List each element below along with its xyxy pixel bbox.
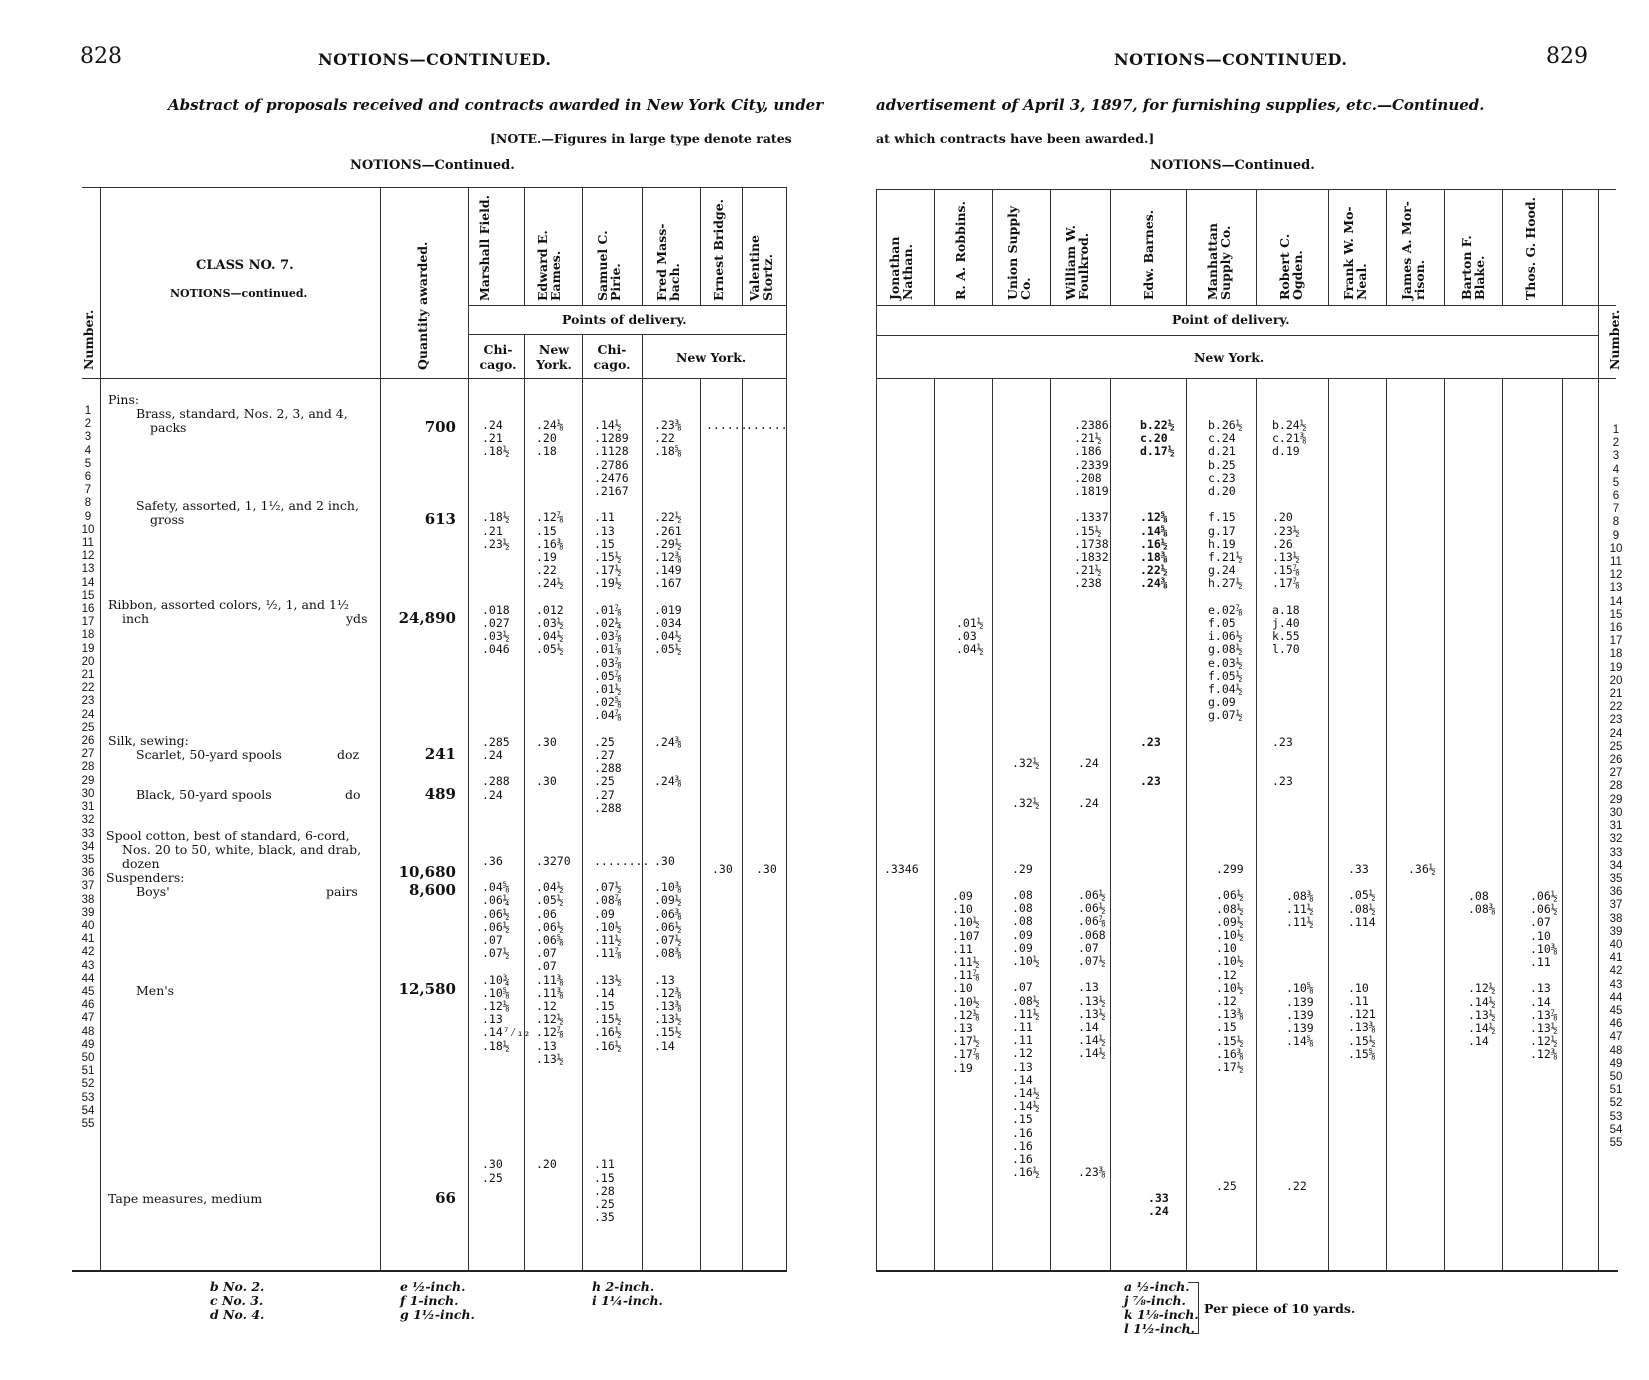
- item-label: Men's: [136, 983, 175, 998]
- item-label: Spool cotton, best of standard, 6-cord,: [106, 828, 350, 843]
- row-number: 53: [1609, 1110, 1623, 1123]
- row-number: 11: [1610, 556, 1622, 569]
- item-label: inch: [122, 611, 150, 626]
- bids-robbins-ribbon: .01½ .03 .04½: [956, 616, 984, 657]
- class-sub: NOTIONS—continued.: [170, 287, 308, 300]
- bidder-header: Manhattan Supply Co.: [1205, 223, 1233, 300]
- footnote: l 1½-inch.: [1124, 1321, 1195, 1336]
- row-number: 21: [1609, 688, 1623, 701]
- row-number: 29: [1609, 793, 1623, 806]
- row-number: 13: [1609, 582, 1623, 595]
- row-number: 44: [1609, 991, 1623, 1004]
- row-number: 3: [1612, 450, 1620, 463]
- note-right: at which contracts have been awarded.]: [876, 131, 1155, 146]
- divider: [1386, 378, 1387, 1270]
- row-number: 2: [84, 418, 92, 431]
- bids-samuel-pirie: .14½ .1289 .1128 .2786 .2476 .2167 .11 .13 .15 .15½ .17½ .19½ .01⅞ .02¼ .03⅞ .01⅞ .03⅞ .05⅞ .01½ .02⅝ .04⅞ .25 .27 .288 .25 .27 .288 ........ .07½ .08⅞ .09 .10½ .11½ .11⅞ .13½ .14 .15 .15½ .16½ .16½ .11 .15 .28 .25 .35: [594, 418, 650, 1225]
- left-page: [0, 0, 824, 1380]
- row-number: 37: [1609, 899, 1623, 912]
- divider: [934, 378, 935, 1270]
- number-header: Number.: [81, 309, 96, 370]
- item-label: doz: [337, 747, 360, 762]
- divider: [1444, 378, 1445, 1270]
- row-number: 44: [81, 972, 95, 985]
- row-number: 54: [81, 1104, 95, 1117]
- bids-frank-moneal: .33 .05½ .08½ .114 .10 .11 .121 .13⅜ .15½ .15⅝: [1348, 862, 1376, 1061]
- point-header: Point of delivery.: [1172, 312, 1290, 327]
- row-number: 35: [1609, 872, 1623, 885]
- row-number: 10: [81, 523, 95, 536]
- row-number: 39: [1609, 925, 1623, 938]
- bidder-header: Barton F. Blake.: [1459, 235, 1487, 300]
- row-number: 51: [1609, 1084, 1623, 1097]
- row-number: 49: [81, 1038, 95, 1051]
- bids-jonathan-nathan: .3346: [884, 862, 919, 876]
- row-number: 7: [84, 484, 92, 497]
- divider: [582, 334, 583, 1270]
- bids-manhattan-rest: .299 .06½ .08½ .09½ .10½ .10 .10½ .12 .10½ .12 .13⅜ .15 .15½ .16⅜ .17½ .25: [1216, 862, 1244, 1193]
- footnote: c No. 3.: [210, 1293, 264, 1308]
- divider: [1502, 378, 1503, 1270]
- footnote: h 2-inch.: [592, 1279, 655, 1294]
- divider: [1328, 189, 1329, 305]
- row-number: 46: [81, 999, 95, 1012]
- item-label: Brass, standard, Nos. 2, 3, and 4,: [136, 406, 348, 421]
- row-numbers-left: [78, 405, 98, 1131]
- divider: [992, 378, 993, 1270]
- delivery-cell: New York.: [676, 350, 747, 365]
- row-number: 30: [1609, 806, 1623, 819]
- row-number: 55: [1609, 1136, 1623, 1149]
- table-bottom-rule: [72, 1270, 787, 1272]
- divider: [1328, 378, 1329, 1270]
- divider: [742, 187, 743, 305]
- divider: [582, 187, 583, 305]
- divider: [742, 378, 743, 1270]
- divider: [524, 187, 525, 305]
- row-number: 24: [1609, 727, 1623, 740]
- caption-right: advertisement of April 3, 1897, for furnishing supplies, etc.—Continued.: [876, 96, 1485, 114]
- divider: [1110, 189, 1111, 305]
- bidder-header: Valentine Stortz.: [747, 234, 775, 301]
- row-number: 52: [1609, 1097, 1623, 1110]
- header-bottom-rule: [876, 378, 1616, 379]
- delivery-rule: [876, 335, 1598, 336]
- item-label: Nos. 20 to 50, white, black, and drab,: [122, 842, 362, 857]
- row-number: 5: [1612, 476, 1620, 489]
- row-number: 19: [81, 642, 95, 655]
- row-number: 8: [1612, 516, 1620, 529]
- row-number: 20: [81, 655, 95, 668]
- points-header: Points of delivery.: [562, 312, 687, 327]
- row-number: 26: [1609, 754, 1623, 767]
- page-number-right: 829: [1546, 44, 1588, 69]
- bids-foulkrod-rest: .24 .24 .06½ .06½ .06⅞ .068 .07 .07½ .13 .13½ .13½ .14 .14½ .14½ .23⅜: [1078, 756, 1106, 1180]
- row-number: 28: [81, 761, 95, 774]
- bid-stortz-cotton: .30: [756, 862, 777, 876]
- row-number: 17: [1609, 635, 1623, 648]
- bidder-header: Frank W. Mo-Neal.: [1341, 206, 1369, 300]
- divider: [1110, 378, 1111, 1270]
- delivery-rule: [468, 334, 787, 335]
- row-number: 29: [81, 774, 95, 787]
- row-number: 16: [81, 603, 95, 616]
- item-label: Scarlet, 50-yard spools: [136, 747, 282, 762]
- footnote: i 1¼-inch.: [592, 1293, 663, 1308]
- page-number-left: 828: [80, 44, 122, 69]
- bids-james-morrison: .36½: [1408, 862, 1436, 876]
- row-number: 7: [1612, 503, 1620, 516]
- row-number: 45: [1609, 1004, 1623, 1017]
- divider: [1386, 189, 1387, 305]
- quantity-cell: 10,680: [398, 863, 456, 881]
- row-number: 54: [1609, 1123, 1623, 1136]
- row-number: 27: [1609, 767, 1623, 780]
- footnote: d No. 4.: [210, 1307, 265, 1322]
- divider: [468, 187, 469, 1270]
- row-number: 27: [81, 748, 95, 761]
- item-label: Suspenders:: [106, 870, 185, 885]
- bids-thos-hood: .06½ .06½ .07 .10 .10⅜ .11 .13 .14 .13⅞ .13½ .12½ .12⅜: [1530, 889, 1558, 1062]
- bidder-header: Robert C. Ogden.: [1277, 233, 1305, 300]
- right-page: [824, 0, 1649, 1380]
- bidder-header: Samuel C. Pirie.: [595, 230, 623, 301]
- row-number: 55: [81, 1117, 95, 1130]
- row-number: 23: [81, 695, 95, 708]
- caption-left: Abstract of proposals received and contracts awarded in New York City, under: [168, 96, 824, 114]
- row-number: 38: [81, 893, 95, 906]
- row-number: 14: [81, 576, 95, 589]
- running-head-left: NOTIONS—CONTINUED.: [318, 50, 552, 69]
- bid-bridge-cotton: .30: [712, 862, 733, 876]
- row-number: 25: [81, 721, 95, 734]
- delivery-cell: Chi-cago.: [593, 342, 631, 372]
- item-label: Pins:: [108, 392, 140, 407]
- row-number: 50: [81, 1051, 95, 1064]
- row-number: 6: [84, 471, 92, 484]
- quantity-cell: 24,890: [398, 609, 456, 627]
- bids-ogden-rest: .08⅜ .11½ .11½ .10⅝ .139 .139 .139 .14⅝ .22: [1286, 889, 1314, 1194]
- row-number: 31: [1609, 820, 1623, 833]
- bids-manhattan-supply: b.26½ c.24 d.21 b.25 c.23 d.20 f.15 g.17 h.19 f.21½ g.24 h.27½ e.02⅞ f.05 i.06½ g.08½ e.03½ f.05½ f.04½ g.09 g.07½: [1208, 418, 1243, 723]
- row-number: 50: [1609, 1070, 1623, 1083]
- subhead-right: NOTIONS—Continued.: [1150, 158, 1315, 173]
- item-label: Safety, assorted, 1, 1½, and 2 inch,: [136, 498, 359, 513]
- bids-barton-blake: .08 .08⅜ .12½ .14½ .13½ .14½ .14: [1468, 889, 1496, 1049]
- item-label: do: [345, 787, 361, 802]
- quantity-cell: 8,600: [409, 881, 456, 899]
- row-number: 47: [1609, 1031, 1623, 1044]
- bidder-header: Marshall Field.: [477, 194, 492, 301]
- row-number: 45: [81, 985, 95, 998]
- quantity-cell: 613: [424, 510, 456, 528]
- row-number: 14: [1609, 595, 1623, 608]
- item-label: dozen: [122, 856, 160, 871]
- item-label: packs: [150, 420, 187, 435]
- divider: [1186, 378, 1187, 1270]
- header-bottom-rule: [82, 378, 787, 379]
- row-number: 15: [1609, 608, 1623, 621]
- row-number: 9: [84, 510, 92, 523]
- row-number: 41: [1609, 952, 1623, 965]
- row-number: 16: [1609, 622, 1623, 635]
- divider: [1562, 189, 1563, 305]
- divider: [380, 187, 381, 1270]
- bidder-header: Thos. G. Hood.: [1523, 197, 1538, 300]
- row-number: 2: [1612, 437, 1620, 450]
- subhead-left: NOTIONS—Continued.: [350, 158, 515, 173]
- divider: [1502, 189, 1503, 305]
- divider: [934, 189, 935, 305]
- row-number: 48: [81, 1025, 95, 1038]
- footnote: a ½-inch.: [1124, 1279, 1190, 1294]
- row-number: 17: [81, 616, 95, 629]
- bids-robbins-suspenders: .09 .10 .10½ .107 .11 .11½ .11⅞ .10 .10½ .12⅛ .13 .17½ .17⅞ .19: [952, 889, 980, 1075]
- item-label: Black, 50-yard spools: [136, 787, 272, 802]
- row-number: 34: [81, 840, 95, 853]
- item-label: Tape measures, medium: [108, 1191, 263, 1206]
- bids-edw-barnes: b.22½ c.20 d.17½ .12⅝ .14⅝ .16½ .18⅜ .22½ .24⅜ .23 .23: [1140, 418, 1175, 789]
- row-number: 9: [1612, 529, 1620, 542]
- footnote-brace-text: Per piece of 10 yards.: [1204, 1301, 1356, 1316]
- footnote: f 1-inch.: [400, 1293, 459, 1308]
- row-number: 15: [81, 589, 95, 602]
- footnote: g 1½-inch.: [400, 1307, 475, 1322]
- row-number: 35: [81, 853, 95, 866]
- divider: [992, 189, 993, 305]
- row-number: 43: [81, 959, 95, 972]
- row-number: 36: [1609, 886, 1623, 899]
- bidder-header: Edw. Barnes.: [1141, 209, 1156, 300]
- divider: [642, 187, 643, 305]
- row-number: 19: [1609, 661, 1623, 674]
- delivery-cell: New York.: [536, 342, 572, 372]
- row-number: 46: [1609, 1018, 1623, 1031]
- bidder-header: Ernest Bridge.: [711, 198, 726, 301]
- quantity-cell: 241: [424, 745, 456, 763]
- row-number: 40: [81, 919, 95, 932]
- quantity-cell: 12,580: [398, 980, 456, 998]
- row-number: 1: [1612, 424, 1620, 436]
- bids-edward-eames: .24⅛ .20 .18 .12⅞ .15 .16⅜ .19 .22 .24½ .012 .03½ .04½ .05½ .30 .30 .3270 .04½ .05½ .06 .06½ .06⅝ .07 .07 .11⅜ .11⅜ .12 .12½ .12⅞ .13 .13½ .20: [536, 418, 571, 1172]
- row-number: 32: [1609, 833, 1623, 846]
- bidder-header: Edward E. Eames.: [535, 230, 563, 301]
- row-number: 13: [81, 563, 95, 576]
- row-number: 4: [84, 444, 92, 457]
- bids-robert-ogden: b.24½ c.21⅜ d.19 .20 .23½ .26 .13½ .15⅞ .17⅞ a.18 j.40 k.55 l.70 .23 .23: [1272, 418, 1307, 789]
- row-number: 43: [1609, 978, 1623, 991]
- row-number: 40: [1609, 938, 1623, 951]
- footnote: b No. 2.: [210, 1279, 265, 1294]
- row-number: 3: [84, 431, 92, 444]
- number-header-right: Number.: [1607, 309, 1622, 370]
- footnote: j ⅞-inch.: [1124, 1293, 1186, 1308]
- row-number: 21: [81, 669, 95, 682]
- row-number: 30: [81, 787, 95, 800]
- row-numbers-right: [1604, 424, 1628, 1150]
- divider: [700, 378, 701, 1270]
- bids-union-supply: .32½ .32½ .29 .08 .08 .08 .09 .09 .10½ .07 .08½ .11½ .11 .11 .12 .13 .14 .14½ .14½ .15 .16 .16 .16 .16½: [1012, 756, 1040, 1180]
- row-number: 6: [1612, 490, 1620, 503]
- bidder-header: R. A. Robbins.: [953, 201, 968, 300]
- bids-valentine-stortz: ......: [746, 418, 788, 432]
- row-number: 20: [1609, 674, 1623, 687]
- item-label: Boys': [136, 884, 170, 899]
- divider: [786, 187, 787, 1270]
- row-number: 37: [81, 880, 95, 893]
- divider: [1186, 189, 1187, 305]
- bids-marshall-field: .24 .21 .18½ .18½ .21 .23½ .018 .027 .03½ .046 .285 .24 .288 .24 .36 .04⅝ .06¼ .06½ .06½ .07 .07½ .10¾ .10⅝ .12⅛ .13 .14⁷⁄₁₂ .18½ .30 .25: [482, 418, 531, 1185]
- point-rule: [876, 305, 1616, 306]
- row-number: 38: [1609, 912, 1623, 925]
- item-label: yds: [346, 611, 368, 626]
- delivery-new-york: New York.: [1194, 350, 1265, 365]
- divider: [876, 189, 877, 1270]
- row-number: 25: [1609, 740, 1623, 753]
- row-number: 47: [81, 1012, 95, 1025]
- footnote: e ½-inch.: [400, 1279, 466, 1294]
- row-number: 18: [81, 629, 95, 642]
- row-number: 42: [1609, 965, 1623, 978]
- row-number: 1: [84, 405, 92, 417]
- row-number: 41: [81, 933, 95, 946]
- class-title: CLASS NO. 7.: [196, 258, 294, 273]
- quantity-cell: 66: [435, 1189, 456, 1207]
- quantity-cell: 700: [424, 418, 456, 436]
- row-number: 11: [82, 537, 94, 550]
- row-number: 33: [1609, 846, 1623, 859]
- row-number: 10: [1609, 542, 1623, 555]
- divider: [1050, 378, 1051, 1270]
- bidder-header: James A. Mor-rison.: [1399, 201, 1427, 300]
- bidder-header: Union Supply Co.: [1005, 205, 1033, 300]
- row-number: 12: [81, 550, 95, 563]
- row-number: 32: [81, 814, 95, 827]
- bidder-header: Jonathan Nathan.: [887, 236, 915, 300]
- table-top-rule: [82, 187, 787, 188]
- row-number: 31: [81, 801, 95, 814]
- row-number: 23: [1609, 714, 1623, 727]
- row-number: 42: [81, 946, 95, 959]
- bidder-header: Fred Mass-bach.: [654, 223, 682, 301]
- bids-fred-massbach: .23⅜ .22 .18⅝ .22½ .261 .29½ .12⅜ .149 .167 .019 .034 .04½ .05½ .24⅜ .24⅜ .30 .10⅜ .09½ .06⅜ .06½ .07½ .08⅜ .13 .12⅜ .13⅜ .13½ .15½ .14: [654, 418, 682, 1053]
- points-rule: [468, 305, 787, 306]
- item-label: gross: [150, 512, 185, 527]
- divider: [1256, 378, 1257, 1270]
- divider: [1050, 189, 1051, 305]
- row-number: 39: [81, 906, 95, 919]
- row-number: 52: [81, 1078, 95, 1091]
- row-number: 12: [1609, 569, 1623, 582]
- row-number: 26: [81, 735, 95, 748]
- divider: [100, 187, 101, 1270]
- row-number: 28: [1609, 780, 1623, 793]
- bids-foulkrod-pins: .2386 .21½ .186 .2339 .208 .1819 .1337 .15½ .1738 .1832 .21½ .238: [1074, 418, 1109, 591]
- quantity-header: Quantity awarded.: [415, 241, 430, 370]
- bids-barnes-tape: .33 .24: [1148, 1191, 1169, 1219]
- footnote: k 1⅛-inch.: [1124, 1307, 1199, 1322]
- row-number: 22: [1609, 701, 1623, 714]
- table-bottom-rule: [876, 1270, 1618, 1272]
- item-label: Ribbon, assorted colors, ½, 1, and 1½: [108, 597, 350, 612]
- row-number: 22: [81, 682, 95, 695]
- bidder-header: William W. Foulkrod.: [1063, 225, 1091, 300]
- row-number: 51: [81, 1065, 95, 1078]
- running-head-right: NOTIONS—CONTINUED.: [1114, 50, 1348, 69]
- note-left: [NOTE.—Figures in large type denote rates: [490, 131, 792, 146]
- row-number: 34: [1609, 859, 1623, 872]
- row-number: 4: [1612, 463, 1620, 476]
- row-number: 8: [84, 497, 92, 510]
- bids-ernest-bridge: ......: [706, 418, 748, 432]
- item-label: pairs: [326, 884, 358, 899]
- delivery-cell: Chi-cago.: [479, 342, 517, 372]
- quantity-cell: 489: [424, 785, 456, 803]
- table-top-rule: [876, 189, 1616, 190]
- item-label: Silk, sewing:: [108, 733, 189, 748]
- row-number: 36: [81, 867, 95, 880]
- row-number: 48: [1609, 1044, 1623, 1057]
- row-number: 18: [1609, 648, 1623, 661]
- divider: [1562, 378, 1563, 1270]
- divider: [700, 187, 701, 305]
- row-number: 24: [81, 708, 95, 721]
- footnote-brace: [1188, 1282, 1199, 1334]
- divider: [1598, 189, 1599, 1270]
- divider: [1256, 189, 1257, 305]
- row-number: 33: [81, 827, 95, 840]
- row-number: 5: [84, 457, 92, 470]
- row-number: 53: [81, 1091, 95, 1104]
- divider: [1444, 189, 1445, 305]
- row-number: 49: [1609, 1057, 1623, 1070]
